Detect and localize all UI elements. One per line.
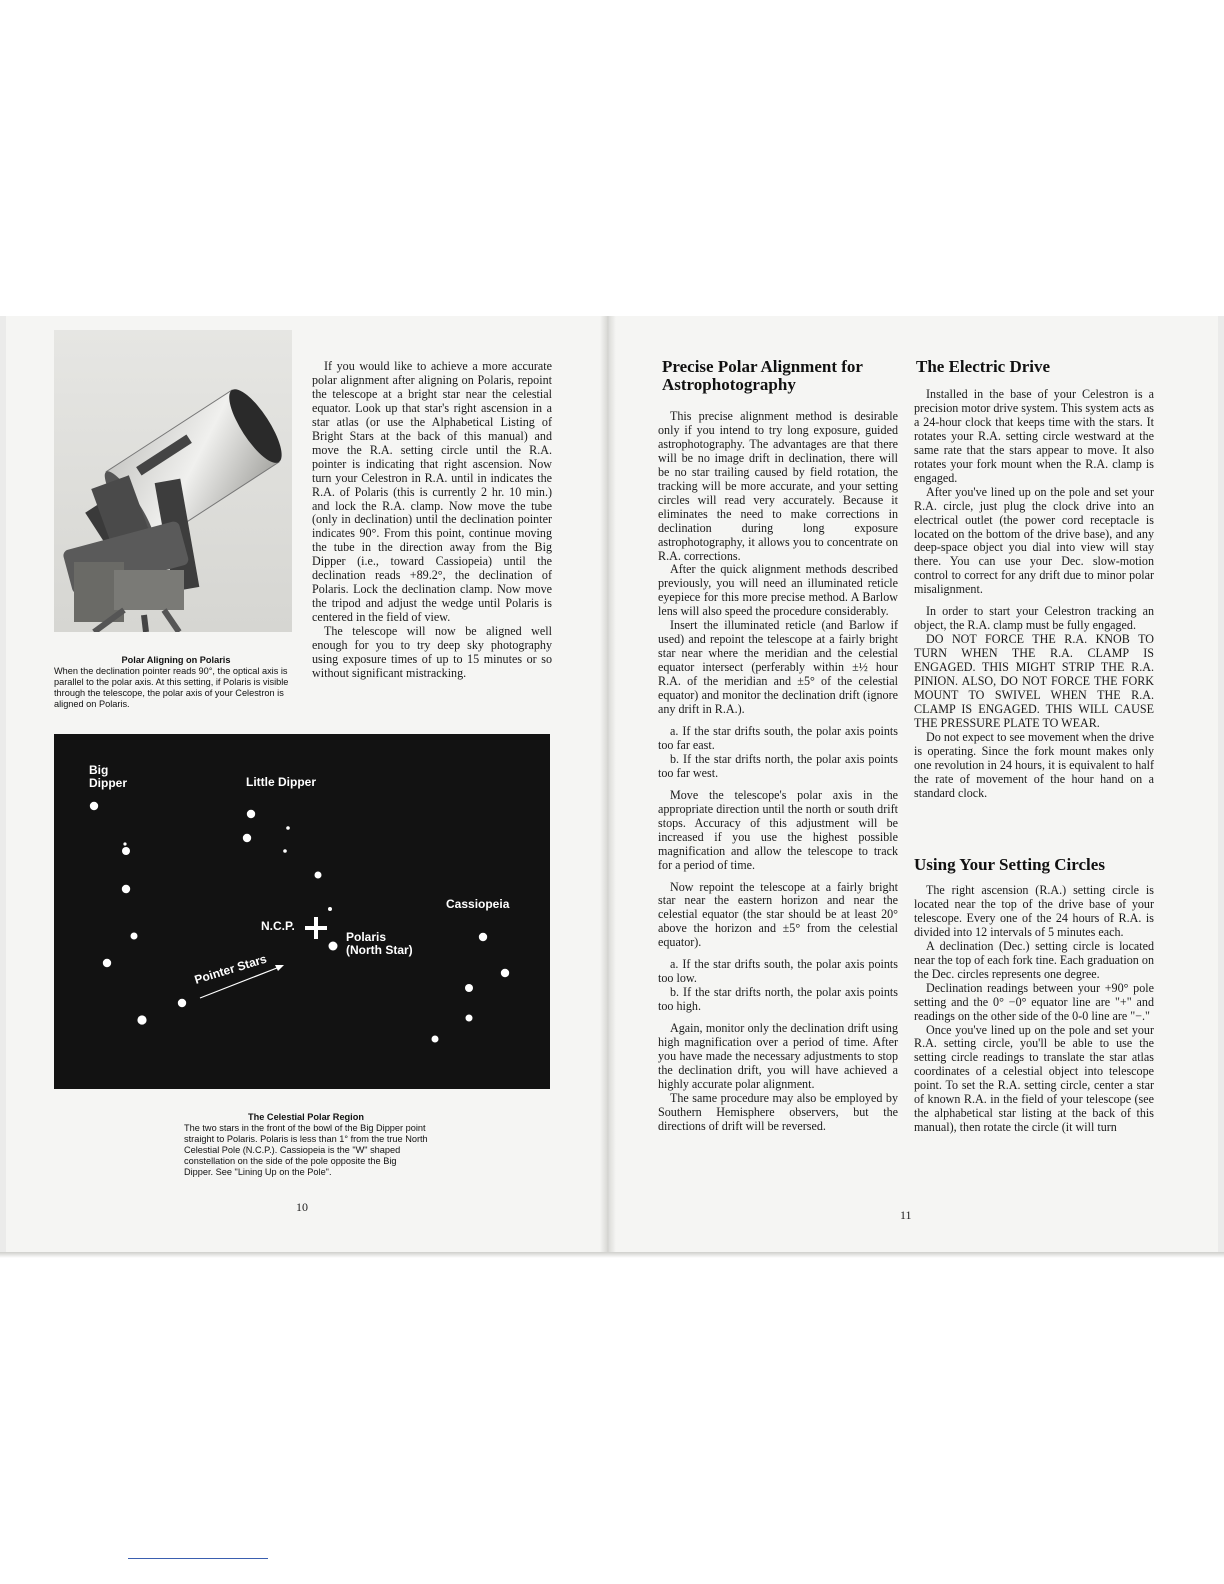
label-polaris: Polaris xyxy=(346,930,387,944)
star xyxy=(465,984,473,992)
body-paragraph: b. If the star drifts north, the polar axis points too high. xyxy=(658,985,898,1014)
body-paragraph: This precise alignment method is desirable only if you intend to try long exposure, guided astrophotography. The advantages are that there will be no image drift in declination, there will be no star trailing caused by field rotation, the tracking will be more accurate, and your setting circles will read very accurately. Because it eliminates the need to make corrections in declination during long exposure astrophotography, it allows you to concentrate on R.A. corrections. xyxy=(658,409,898,563)
star xyxy=(283,849,287,853)
label-north-star: (North Star) xyxy=(346,943,413,957)
celestial-polar-region-map xyxy=(54,734,550,1089)
star xyxy=(122,847,130,855)
body-paragraph: Declination readings between your +90° pole setting and the 0° −0° equator line are "+" and readings on the other side of the 0-0 line are "−." xyxy=(914,980,1154,1023)
star xyxy=(137,1015,146,1024)
star xyxy=(123,842,126,845)
star xyxy=(501,969,509,977)
body-paragraph: Move the telescope's polar axis in the appropriate direction until the north or south drift stops. Accuracy of this adjustment will be increased if you use the highest possible magnification and allow the telescope to track for a period of time. xyxy=(658,787,898,872)
star xyxy=(122,885,130,893)
map-caption xyxy=(184,1112,428,1178)
intro-paragraph: If you would like to achieve a more accurate polar alignment after aligning on Polaris, repoint the telescope at a bright star near the celestial equator. Look up that star's right ascension in a star atlas (or use the Alphabetical Listing of Bright Stars at the back of this manual) and move the R.A. setting circle until the R.A. pointer is indicating that right ascension. Now turn your Celestron in R.A. until in indicates the R.A. of Polaris (this is currently 2 hr. 10 min.) and lock the R.A. clamp. Now move the tube (only in declination) until the declination pointer indicates 90°. From this point, continue moving the tube in the direction away from the Big Dipper (i.e., toward Cassiopeia) until the declination reads +89.2°, the declination of Polaris. Lock the declination clamp. Now move the tripod and adjust the wedge until Polaris is centered in the field of view. xyxy=(312,359,552,625)
star xyxy=(328,907,332,911)
heading-setting-circles: Using Your Setting Circles xyxy=(914,855,1105,874)
star xyxy=(247,810,255,818)
precise-alignment-column xyxy=(658,410,898,1134)
photo-caption-text: When the declination pointer reads 90°, the optical axis is parallel to the polar axis. At this setting, if Polaris is visible through the telescope, the polar axis of your Celestron is aligned on Polaris. xyxy=(54,666,289,709)
photo-caption xyxy=(54,655,298,710)
body-paragraph: Installed in the base of your Celestron is a precision motor drive system. This system acts as a 24-hour clock that keeps time with the stars. It rotates your R.A. setting circle westward at the same rate that the stars appear to move. It also rotates your fork mount when the R.A. clamp is engaged. xyxy=(914,387,1154,485)
page-number-right: 11 xyxy=(900,1208,912,1222)
body-paragraph: b. If the star drifts north, the polar axis points too far west. xyxy=(658,751,898,780)
electric-drive-column xyxy=(914,388,1154,801)
label-cassiopeia: Cassiopeia xyxy=(446,897,510,911)
label-ncp: N.C.P. xyxy=(261,919,295,933)
star xyxy=(103,959,111,967)
star xyxy=(90,802,98,810)
star xyxy=(131,933,138,940)
setting-circles-column xyxy=(914,884,1154,1135)
star xyxy=(243,834,251,842)
warning-paragraph: DO NOT FORCE THE R.A. KNOB TO TURN WHEN THE R.A. CLAMP IS ENGAGED. THIS MIGHT STRIP THE R.A. PINION. ALSO, DO NOT FORCE THE FORK MOUNT TO SWIVEL WHEN THE R.A. CLAMP IS ENGAGED. THIS WILL CAUSE THE PRESSURE PLATE TO WEAR. xyxy=(914,632,1154,730)
footer-rule xyxy=(128,1558,268,1559)
label-little-dipper: Little Dipper xyxy=(246,775,317,789)
body-paragraph: a. If the star drifts south, the polar axis points too far east. xyxy=(658,723,898,752)
body-paragraph: After the quick alignment methods described previously, you will need an illuminated reticle eyepiece for this more precise method. A Barlow lens will also speed the procedure considerably. xyxy=(658,562,898,619)
heading-precise-polar-alignment: Precise Polar Alignment for Astrophotography xyxy=(662,357,863,394)
body-paragraph: In order to start your Celestron tracking an object, the R.A. clamp must be fully engaged. xyxy=(914,604,1154,633)
star-map-svg xyxy=(54,734,550,1089)
body-paragraph: Again, monitor only the declination drift using high magnification over a period of time. After you have made the necessary adjustments to stop the declination drift, you will have achieved a highly accurate polar alignment. xyxy=(658,1021,898,1091)
book-gutter xyxy=(600,316,616,1256)
ncp-cross xyxy=(305,926,327,930)
map-caption-text: The two stars in the front of the bowl of the Big Dipper point straight to Polaris. Polaris is less than 1° from the true North Celestial Pole (N.C.P.). Cassiopeia is the "W" shaped constellation on the side of the pole opposite the Big Dipper. See "Lining Up on the Pole". xyxy=(184,1123,428,1177)
page-bottom-shadow xyxy=(0,1252,1224,1258)
telescope-photo xyxy=(54,330,292,632)
polaris-star xyxy=(329,942,338,951)
star xyxy=(479,933,487,941)
page-number-left: 10 xyxy=(296,1200,308,1214)
star xyxy=(466,1015,473,1022)
star xyxy=(286,826,290,830)
body-paragraph: The right ascension (R.A.) setting circle is located near the top of the drive base of your telescope. Every one of the 24 hours of R.A. is divided into 12 intervals of 5 minutes each. xyxy=(914,883,1154,939)
body-paragraph: Insert the illuminated reticle (and Barlow if used) and repoint the telescope at a fairly bright star near where the meridian and the celestial equator intersect (perferably within ±½ hour R.A. of the meridian and ±5° of the celestial equator) and monitor the declination drift (ignore any drift in R.A.). xyxy=(658,618,898,717)
star xyxy=(178,999,186,1007)
photo-caption-title: Polar Aligning on Polaris xyxy=(121,655,231,665)
intro-paragraph: The telescope will now be aligned well enough for you to try deep sky photography using exposure times of up to 15 minutes or so without significant mistracking. xyxy=(312,624,552,680)
star xyxy=(315,872,322,879)
body-paragraph: Once you've lined up on the pole and set your R.A. setting circle, you'll be able to use the setting circle readings to translate the star atlas coordinates of a celestial object into telescope point. To set the R.A. setting circle, center a star of known R.A. in the field of your telescope (see the alphabetical star listing at the back of this manual), then rotate the circle (it will turn xyxy=(914,1022,1154,1135)
body-paragraph: a. If the star drifts south, the polar axis points too low. xyxy=(658,957,898,986)
body-paragraph: After you've lined up on the pole and set your R.A. circle, just plug the clock drive into an electrical outlet (the power cord receptacle is located on the bottom of the drive base), and any deep-space object you dial into view will stay there. You can use your Dec. slow-motion control to correct for any drift due to minor polar misalignment. xyxy=(914,484,1154,597)
heading-electric-drive: The Electric Drive xyxy=(916,357,1051,376)
telescope-illustration xyxy=(54,330,292,632)
label-pointer-stars: Pointer Stars xyxy=(192,951,269,987)
map-caption-title: The Celestial Polar Region xyxy=(248,1112,364,1122)
body-paragraph: The same procedure may also be employed by Southern Hemisphere observers, but the directions of drift will be reversed. xyxy=(658,1090,898,1133)
intro-column xyxy=(312,360,552,681)
star xyxy=(432,1036,439,1043)
label-big: Big xyxy=(89,763,109,777)
label-dipper: Dipper xyxy=(89,776,128,790)
body-paragraph: A declination (Dec.) setting circle is located near the top of each fork tine. Each graduation on the Dec. circles represents one degree. xyxy=(914,938,1154,981)
body-paragraph: Now repoint the telescope at a fairly bright star near the eastern horizon and near the celestial equator (the star should be at least 20° above the horizon and ±5° from the celestial equator). xyxy=(658,879,898,950)
body-paragraph: Do not expect to see movement when the drive is operating. Since the fork mount makes only one revolution in 24 hours, it is equivalent to half the rate of movement of the hour hand on a standard clock. xyxy=(914,729,1154,800)
